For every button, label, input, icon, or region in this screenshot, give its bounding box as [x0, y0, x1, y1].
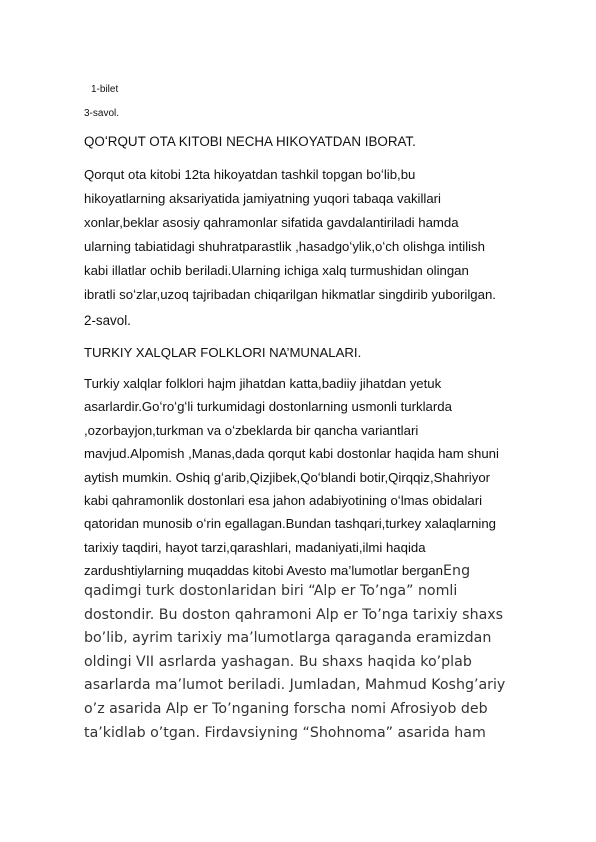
paragraph-line-big-start: Eng [442, 563, 471, 580]
paragraph-line: Turkiy xalqlar folklori hajm jihatdan katta,badiiy jihatdan yetuk [84, 376, 442, 391]
paragraph-line: ,ozorbayjon,turkman va oʻzbeklarda bir qancha variantlari [84, 422, 419, 438]
section2-paragraph [84, 372, 574, 584]
paragraph-line: bo’lib, ayrim tarixiy ma’lumotlarga qaraganda eramizdan [84, 630, 492, 647]
paragraph-line: qadimgi turk dostonlaridan biri “Alp er To’nga” nomli [84, 583, 458, 599]
paragraph-line: mavjud.Alpomish ,Manas,dada qorqut kabi dostonlar haqida ham shuni [84, 446, 499, 462]
section2-continued-paragraph [84, 580, 574, 745]
paragraph-line: ta’kidlab o’tgan. Firdavsiyning “Shohnoma” asarida ham [84, 724, 486, 741]
question-number: 3-savol. [84, 108, 120, 119]
section1-heading: QOʻRQUT OTA KITOBI NECHA HIKOYATDAN IBORAT. [84, 134, 416, 149]
paragraph-line: oldingi VII asrlarda yashagan. Bu shaxs haqida ko’plab [84, 653, 472, 670]
paragraph-line: o’z asarida Alp er To’nganing forscha nomi Afrosiyob deb [84, 700, 488, 717]
paragraph-line: qatoridan munosib oʻrin egallagan.Bundan tashqari,turkey xalaqlarning [84, 516, 497, 532]
paragraph-line: ibratli soʻzlar,uzoq tajribadan chiqarilgan hikmatlar singdirib yuborilgan. [84, 287, 496, 303]
paragraph-line: tarixiy taqdiri, hayot tarzi,qarashlari, madaniyati,ilmi haqida [84, 539, 426, 555]
section2-heading: TURKIY XALQLAR FOLKLORI NA’MUNALARI. [84, 345, 362, 360]
paragraph-line: aytish mumkin. Oshiq gʻarib,Qizjibek,Qoʻblandi botir,Qirqqiz,Shahriyor [84, 469, 491, 485]
question-2-label: 2-savol. [84, 313, 131, 328]
paragraph-line: kabi qahramonlik dostonlari esa jahon adabiyotining oʻlmas obidalari [84, 493, 483, 509]
ticket-number: 1-bilet [91, 84, 119, 95]
paragraph-line: asarlarda ma’lumot beriladi. Jumladan, Mahmud Koshg’ariy [84, 677, 506, 694]
paragraph-line: dostondir. Bu doston qahramoni Alp er To’nga tarixiy shaxs [84, 606, 504, 623]
paragraph-line-small: zardushtiylarning muqaddas kitobi Avesto ma’lumotlar bergan [84, 563, 443, 579]
paragraph-line: kabi illatlar ochib beriladi.Ularning ichiga xalq turmushidan olingan [84, 263, 469, 279]
paragraph-line: hikoyatlarning aksariyatida jamiyatning yuqori tabaqa vakillari [84, 191, 441, 207]
paragraph-line: ularning tabiatidagi shuhratparastlik ,hasadgoʻylik,oʻch olishga intilish [84, 239, 485, 255]
paragraph-line: asarlardir.Goʻroʻgʻli turkumidagi dostonlarning usmonli turklarda [84, 399, 452, 415]
paragraph-line: Qorqut ota kitobi 12ta hikoyatdan tashkil topgan boʻlib,bu [84, 167, 416, 182]
paragraph-line: xonlar,beklar asosiy qahramonlar sifatida gavdalantiriladi hamda [84, 215, 459, 231]
section1-paragraph [84, 163, 564, 308]
